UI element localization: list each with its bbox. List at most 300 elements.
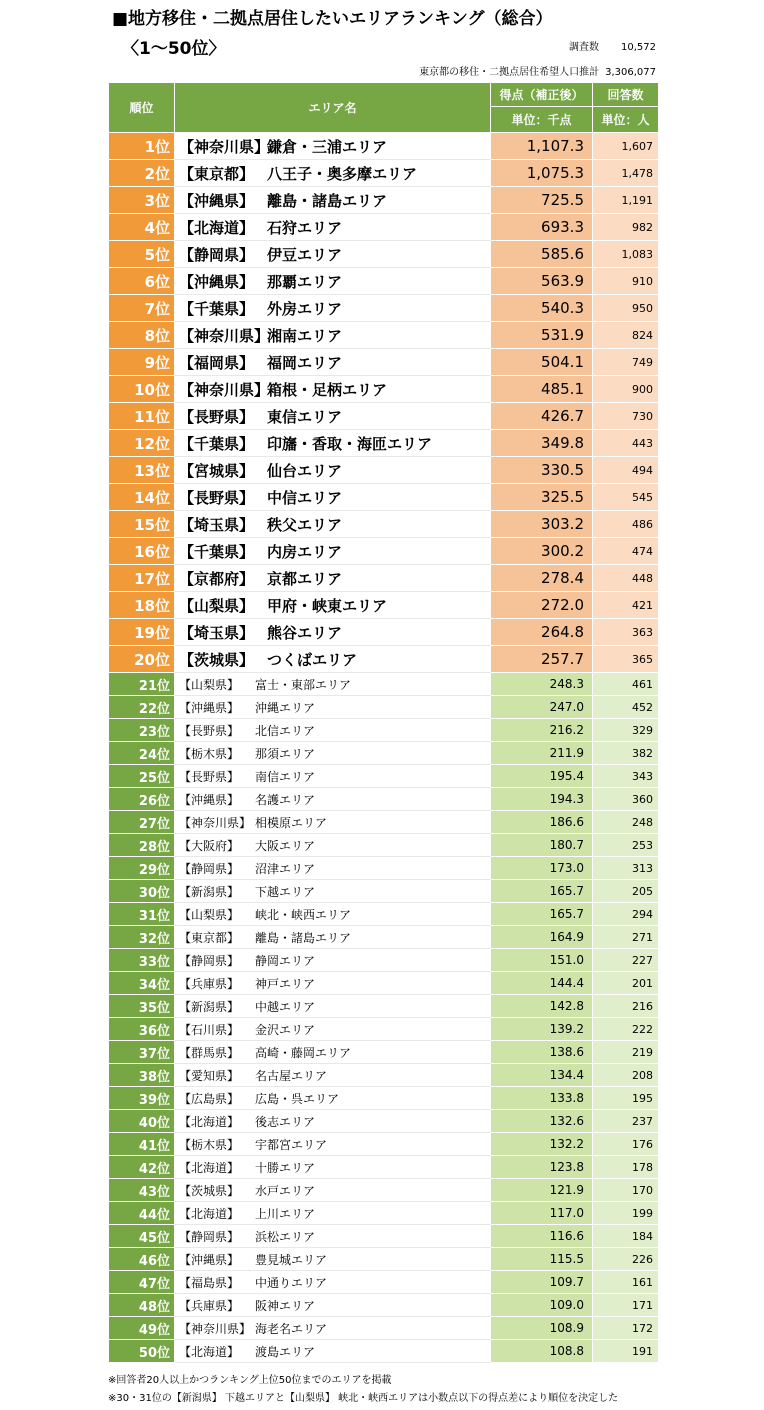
table-row (109, 1179, 659, 1202)
count-cell: 226 (593, 1248, 659, 1271)
area-cell (175, 538, 491, 565)
score-cell: 173.0 (491, 857, 593, 880)
score-cell: 725.5 (491, 187, 593, 214)
count-cell: 253 (593, 834, 659, 857)
score-cell: 151.0 (491, 949, 593, 972)
area-cell (175, 1225, 491, 1248)
area-cell (175, 696, 491, 719)
rank-cell: 8位 (109, 322, 175, 349)
prefecture-label: 【福島県】 (179, 1275, 240, 1290)
count-cell: 172 (593, 1317, 659, 1340)
rank-cell: 42位 (109, 1156, 175, 1179)
area-cell (175, 1041, 491, 1064)
area-label: 伊豆エリア (267, 245, 343, 264)
rank-cell: 6位 (109, 268, 175, 295)
rank-cell: 18位 (109, 592, 175, 619)
rank-cell: 46位 (109, 1248, 175, 1271)
area-label: 阪神エリア (255, 1298, 316, 1313)
prefecture-label: 【兵庫県】 (179, 976, 240, 991)
rank-cell: 35位 (109, 995, 175, 1018)
count-cell: 195 (593, 1087, 659, 1110)
area-label: 豊見城エリア (255, 1252, 328, 1267)
count-cell: 271 (593, 926, 659, 949)
area-cell (175, 376, 491, 403)
score-cell: 164.9 (491, 926, 593, 949)
prefecture-label: 【北海道】 (179, 1160, 240, 1175)
rank-cell: 11位 (109, 403, 175, 430)
area-cell (175, 1156, 491, 1179)
count-cell: 443 (593, 430, 659, 457)
area-cell (175, 403, 491, 430)
footnote: ※30・31位の【新潟県】 下越エリアと【山梨県】 峡北・峡西エリアは小数点以下の得点差により順位を決定した (108, 1393, 619, 1404)
score-cell: 563.9 (491, 268, 593, 295)
prefecture-label: 【兵庫県】 (179, 1298, 240, 1313)
count-cell: 329 (593, 719, 659, 742)
rank-cell: 31位 (109, 903, 175, 926)
count-cell: 205 (593, 880, 659, 903)
count-cell: 382 (593, 742, 659, 765)
prefecture-label: 【神奈川県】 (179, 326, 270, 345)
rank-cell: 21位 (109, 673, 175, 696)
prefecture-label: 【群馬県】 (179, 1045, 240, 1060)
area-cell (175, 1087, 491, 1110)
area-cell (175, 1248, 491, 1271)
table-row (109, 1294, 659, 1317)
area-label: 富士・東部エリア (255, 677, 352, 692)
score-cell: 585.6 (491, 241, 593, 268)
prefecture-label: 【山梨県】 (179, 677, 240, 692)
rank-cell: 47位 (109, 1271, 175, 1294)
area-label: 熊谷エリア (267, 623, 343, 642)
prefecture-label: 【愛知県】 (179, 1068, 240, 1083)
prefecture-label: 【埼玉県】 (179, 623, 255, 642)
score-cell: 272.0 (491, 592, 593, 619)
score-cell: 247.0 (491, 696, 593, 719)
prefecture-label: 【京都府】 (179, 569, 255, 588)
prefecture-label: 【神奈川県】 (179, 380, 270, 399)
rank-cell: 29位 (109, 857, 175, 880)
prefecture-label: 【新潟県】 (179, 999, 240, 1014)
area-label: 峡北・峡西エリア (255, 907, 352, 922)
area-label: 十勝エリア (255, 1160, 316, 1175)
area-cell (175, 1202, 491, 1225)
area-label: 下越エリア (255, 884, 316, 899)
prefecture-label: 【栃木県】 (179, 746, 240, 761)
prefecture-label: 【宮城県】 (179, 461, 255, 480)
table-row (109, 295, 659, 322)
table-row (109, 880, 659, 903)
table-row (109, 811, 659, 834)
rank-cell: 3位 (109, 187, 175, 214)
count-cell: 363 (593, 619, 659, 646)
score-cell: 195.4 (491, 765, 593, 788)
header-count-unit: 単位：人 (593, 107, 659, 133)
table-row (109, 926, 659, 949)
area-label: 離島・諸島エリア (255, 930, 352, 945)
score-cell: 426.7 (491, 403, 593, 430)
header-rank: 順位 (109, 83, 175, 133)
count-cell: 208 (593, 1064, 659, 1087)
prefecture-label: 【大阪府】 (179, 838, 240, 853)
table-row (109, 619, 659, 646)
ranking-table-header (109, 83, 659, 133)
table-row (109, 1317, 659, 1340)
rank-cell: 26位 (109, 788, 175, 811)
score-cell: 115.5 (491, 1248, 593, 1271)
count-cell: 1,607 (593, 133, 659, 160)
prefecture-label: 【静岡県】 (179, 1229, 240, 1244)
count-cell: 421 (593, 592, 659, 619)
area-cell (175, 1064, 491, 1087)
area-cell (175, 484, 491, 511)
area-cell (175, 646, 491, 673)
area-label: 福岡エリア (267, 353, 343, 372)
area-label: 静岡エリア (255, 953, 316, 968)
area-cell (175, 1294, 491, 1317)
score-cell: 303.2 (491, 511, 593, 538)
count-cell: 294 (593, 903, 659, 926)
score-cell: 349.8 (491, 430, 593, 457)
prefecture-label: 【新潟県】 (179, 884, 240, 899)
prefecture-label: 【北海道】 (179, 1206, 240, 1221)
prefecture-label: 【沖縄県】 (179, 191, 255, 210)
footnote: ※回答者20人以上かつランキング上位50位までのエリアを掲載 (108, 1375, 392, 1386)
score-cell: 216.2 (491, 719, 593, 742)
header-area: エリア名 (175, 83, 491, 133)
area-label: 仙台エリア (267, 461, 343, 480)
area-label: 京都エリア (267, 569, 343, 588)
area-cell (175, 268, 491, 295)
count-cell: 161 (593, 1271, 659, 1294)
score-cell: 165.7 (491, 903, 593, 926)
area-label: 浜松エリア (255, 1229, 316, 1244)
prefecture-label: 【北海道】 (179, 218, 255, 237)
prefecture-label: 【静岡県】 (179, 953, 240, 968)
area-cell (175, 949, 491, 972)
count-cell: 1,478 (593, 160, 659, 187)
table-row (109, 592, 659, 619)
prefecture-label: 【神奈川県】 (179, 1321, 252, 1336)
score-cell: 132.6 (491, 1110, 593, 1133)
rank-cell: 50位 (109, 1340, 175, 1363)
area-label: 中通りエリア (255, 1275, 328, 1290)
score-cell: 194.3 (491, 788, 593, 811)
score-cell: 108.8 (491, 1340, 593, 1363)
prefecture-label: 【沖縄県】 (179, 1252, 240, 1267)
area-cell (175, 811, 491, 834)
area-cell (175, 187, 491, 214)
area-label: 八王子・奥多摩エリア (267, 164, 418, 183)
table-row (109, 673, 659, 696)
area-label: 内房エリア (267, 542, 343, 561)
area-cell (175, 1110, 491, 1133)
rank-cell: 20位 (109, 646, 175, 673)
header-score: 得点（補正後） (491, 83, 593, 107)
area-cell (175, 214, 491, 241)
score-cell: 123.8 (491, 1156, 593, 1179)
prefecture-label: 【沖縄県】 (179, 700, 240, 715)
area-label: 石狩エリア (267, 218, 343, 237)
rank-cell: 41位 (109, 1133, 175, 1156)
table-row (109, 1133, 659, 1156)
prefecture-label: 【長野県】 (179, 723, 240, 738)
area-label: 印旛・香取・海匝エリア (267, 434, 433, 453)
table-row (109, 834, 659, 857)
prefecture-label: 【広島県】 (179, 1091, 240, 1106)
table-row (109, 241, 659, 268)
area-label: 後志エリア (255, 1114, 316, 1129)
area-cell (175, 160, 491, 187)
prefecture-label: 【沖縄県】 (179, 272, 255, 291)
rank-cell: 39位 (109, 1087, 175, 1110)
prefecture-label: 【東京都】 (179, 164, 255, 183)
area-label: 離島・諸島エリア (267, 191, 388, 210)
count-cell: 824 (593, 322, 659, 349)
count-cell: 219 (593, 1041, 659, 1064)
table-row (109, 1018, 659, 1041)
area-label: 渡島エリア (255, 1344, 316, 1359)
rank-cell: 43位 (109, 1179, 175, 1202)
score-cell: 138.6 (491, 1041, 593, 1064)
area-cell (175, 1340, 491, 1363)
table-row (109, 133, 659, 160)
prefecture-label: 【山梨県】 (179, 596, 255, 615)
population-estimate-label: 東京都の移住・二拠点居住希望人口推計 (419, 67, 600, 78)
count-cell: 170 (593, 1179, 659, 1202)
count-cell: 191 (593, 1340, 659, 1363)
prefecture-label: 【神奈川県】 (179, 815, 252, 830)
table-row (109, 1340, 659, 1363)
table-row (109, 1248, 659, 1271)
area-cell (175, 322, 491, 349)
area-label: 宇都宮エリア (255, 1137, 328, 1152)
score-cell: 109.0 (491, 1294, 593, 1317)
table-row (109, 1064, 659, 1087)
rank-cell: 25位 (109, 765, 175, 788)
area-label: 那須エリア (255, 746, 316, 761)
count-cell: 730 (593, 403, 659, 430)
table-row (109, 903, 659, 926)
score-cell: 264.8 (491, 619, 593, 646)
count-cell: 343 (593, 765, 659, 788)
population-estimate (419, 63, 656, 78)
area-cell (175, 241, 491, 268)
prefecture-label: 【長野県】 (179, 407, 255, 426)
area-label: 外房エリア (267, 299, 343, 318)
count-cell: 452 (593, 696, 659, 719)
table-row (109, 403, 659, 430)
prefecture-label: 【東京都】 (179, 930, 240, 945)
score-cell: 180.7 (491, 834, 593, 857)
header-count: 回答数 (593, 83, 659, 107)
table-row (109, 214, 659, 241)
count-cell: 176 (593, 1133, 659, 1156)
area-cell (175, 133, 491, 160)
area-cell (175, 926, 491, 949)
area-cell (175, 1133, 491, 1156)
area-label: 金沢エリア (255, 1022, 316, 1037)
area-cell (175, 972, 491, 995)
prefecture-label: 【茨城県】 (179, 1183, 240, 1198)
table-row (109, 995, 659, 1018)
area-label: 中越エリア (255, 999, 316, 1014)
area-cell (175, 457, 491, 484)
rank-cell: 10位 (109, 376, 175, 403)
area-label: 上川エリア (255, 1206, 316, 1221)
table-row (109, 511, 659, 538)
area-label: 中信エリア (267, 488, 343, 507)
count-cell: 360 (593, 788, 659, 811)
page-subtitle: 〈1〜50位〉 (122, 39, 226, 59)
count-cell: 474 (593, 538, 659, 565)
table-row (109, 1156, 659, 1179)
table-row (109, 949, 659, 972)
area-cell (175, 880, 491, 903)
score-cell: 531.9 (491, 322, 593, 349)
score-cell: 211.9 (491, 742, 593, 765)
score-cell: 133.8 (491, 1087, 593, 1110)
count-cell: 461 (593, 673, 659, 696)
table-row (109, 646, 659, 673)
rank-cell: 17位 (109, 565, 175, 592)
rank-cell: 28位 (109, 834, 175, 857)
area-label: つくばエリア (267, 650, 358, 669)
table-row (109, 187, 659, 214)
table-row (109, 1271, 659, 1294)
score-cell: 504.1 (491, 349, 593, 376)
rank-cell: 48位 (109, 1294, 175, 1317)
count-cell: 365 (593, 646, 659, 673)
rank-cell: 9位 (109, 349, 175, 376)
area-cell (175, 565, 491, 592)
prefecture-label: 【山梨県】 (179, 907, 240, 922)
rank-cell: 23位 (109, 719, 175, 742)
area-cell (175, 349, 491, 376)
count-cell: 982 (593, 214, 659, 241)
score-cell: 1,107.3 (491, 133, 593, 160)
count-cell: 248 (593, 811, 659, 834)
rank-cell: 38位 (109, 1064, 175, 1087)
rank-cell: 7位 (109, 295, 175, 322)
table-row (109, 565, 659, 592)
rank-cell: 27位 (109, 811, 175, 834)
table-row (109, 1225, 659, 1248)
count-cell: 545 (593, 484, 659, 511)
area-cell (175, 719, 491, 742)
area-label: 水戸エリア (255, 1183, 316, 1198)
rank-cell: 24位 (109, 742, 175, 765)
prefecture-label: 【千葉県】 (179, 542, 255, 561)
count-cell: 222 (593, 1018, 659, 1041)
area-label: 東信エリア (267, 407, 343, 426)
table-row (109, 268, 659, 295)
score-cell: 109.7 (491, 1271, 593, 1294)
score-cell: 142.8 (491, 995, 593, 1018)
score-cell: 132.2 (491, 1133, 593, 1156)
page-title: ■地方移住・二拠点居住したいエリアランキング（総合） (112, 9, 553, 29)
prefecture-label: 【北海道】 (179, 1114, 240, 1129)
score-cell: 108.9 (491, 1317, 593, 1340)
area-label: 南信エリア (255, 769, 316, 784)
area-label: 名護エリア (255, 792, 316, 807)
header-score-unit: 単位：千点 (491, 107, 593, 133)
score-cell: 300.2 (491, 538, 593, 565)
prefecture-label: 【長野県】 (179, 488, 255, 507)
score-cell: 540.3 (491, 295, 593, 322)
rank-cell: 45位 (109, 1225, 175, 1248)
area-cell (175, 995, 491, 1018)
count-cell: 178 (593, 1156, 659, 1179)
prefecture-label: 【埼玉県】 (179, 515, 255, 534)
rank-cell: 16位 (109, 538, 175, 565)
rank-cell: 1位 (109, 133, 175, 160)
rank-cell: 33位 (109, 949, 175, 972)
survey-count-label: 調査数 (569, 42, 599, 53)
score-cell: 165.7 (491, 880, 593, 903)
ranking-table (108, 82, 659, 1363)
count-cell: 227 (593, 949, 659, 972)
table-row (109, 538, 659, 565)
count-cell: 1,083 (593, 241, 659, 268)
rank-cell: 14位 (109, 484, 175, 511)
area-label: 海老名エリア (255, 1321, 328, 1336)
table-row (109, 719, 659, 742)
prefecture-label: 【石川県】 (179, 1022, 240, 1037)
table-row (109, 457, 659, 484)
area-label: 高崎・藤岡エリア (255, 1045, 352, 1060)
score-cell: 278.4 (491, 565, 593, 592)
prefecture-label: 【静岡県】 (179, 245, 255, 264)
prefecture-label: 【栃木県】 (179, 1137, 240, 1152)
area-label: 神戸エリア (255, 976, 316, 991)
prefecture-label: 【静岡県】 (179, 861, 240, 876)
area-cell (175, 1179, 491, 1202)
count-cell: 1,191 (593, 187, 659, 214)
table-row (109, 765, 659, 788)
table-row (109, 696, 659, 719)
table-row (109, 376, 659, 403)
score-cell: 186.6 (491, 811, 593, 834)
rank-cell: 40位 (109, 1110, 175, 1133)
table-row (109, 1087, 659, 1110)
count-cell: 313 (593, 857, 659, 880)
area-cell (175, 834, 491, 857)
score-cell: 325.5 (491, 484, 593, 511)
area-cell (175, 673, 491, 696)
rank-cell: 4位 (109, 214, 175, 241)
ranking-table-body (109, 133, 659, 1363)
area-label: 名古屋エリア (255, 1068, 328, 1083)
score-cell: 248.3 (491, 673, 593, 696)
area-cell (175, 1018, 491, 1041)
rank-cell: 30位 (109, 880, 175, 903)
area-label: 沼津エリア (255, 861, 316, 876)
prefecture-label: 【沖縄県】 (179, 792, 240, 807)
score-cell: 116.6 (491, 1225, 593, 1248)
table-row (109, 742, 659, 765)
table-row (109, 349, 659, 376)
table-row (109, 322, 659, 349)
count-cell: 749 (593, 349, 659, 376)
prefecture-label: 【千葉県】 (179, 434, 255, 453)
table-row (109, 1041, 659, 1064)
rank-cell: 2位 (109, 160, 175, 187)
rank-cell: 37位 (109, 1041, 175, 1064)
area-label: 秩父エリア (267, 515, 343, 534)
area-label: 箱根・足柄エリア (267, 380, 388, 399)
area-label: 広島・呉エリア (255, 1091, 340, 1106)
prefecture-label: 【神奈川県】 (179, 137, 270, 156)
